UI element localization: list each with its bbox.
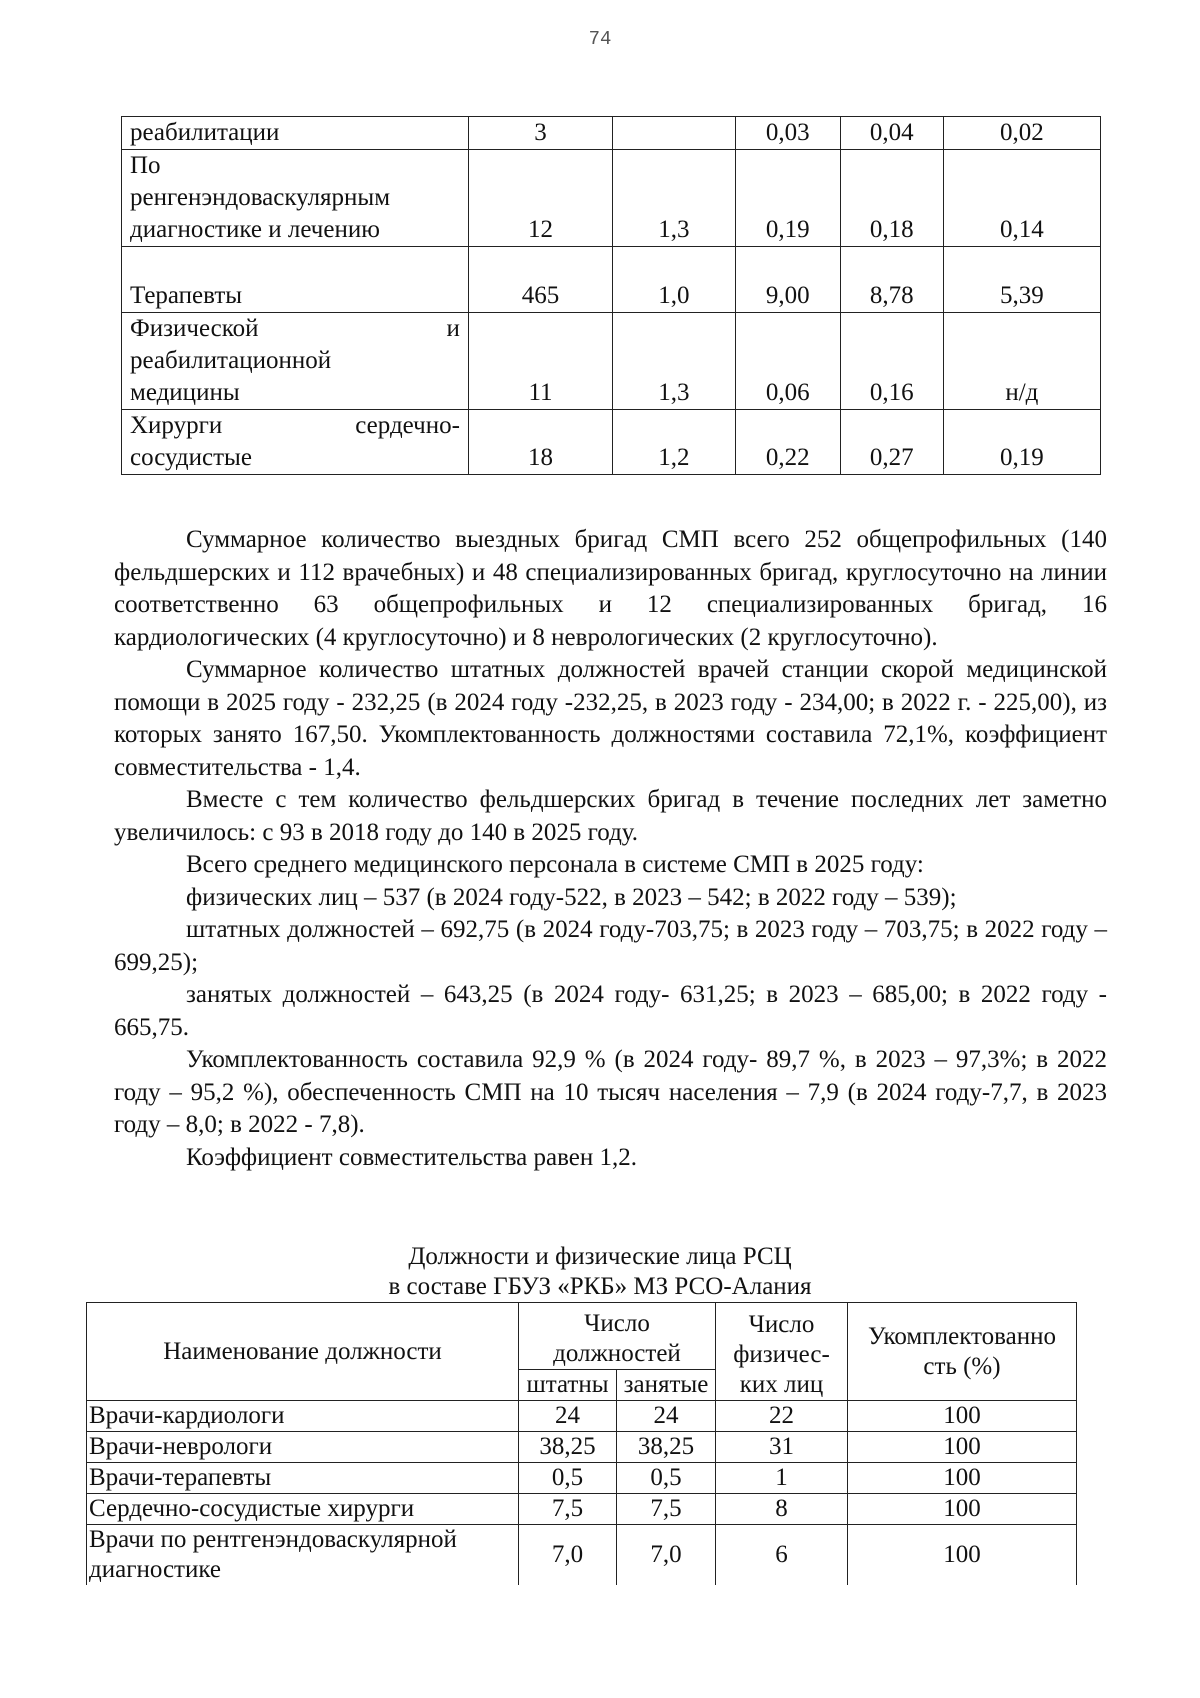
cell-value: 0,16 [840,313,943,410]
table-row [122,150,1101,247]
cell-value: 38,25 [617,1432,716,1463]
table-row [87,1432,1077,1463]
row-name: Врачи-терапевты [87,1463,519,1494]
row-name: Терапевты [122,247,469,313]
cell-value: 100 [848,1494,1077,1525]
cell-value: 9,00 [735,247,840,313]
cell-value: 1,0 [613,247,736,313]
cell-value: 0,5 [617,1463,716,1494]
table-row [122,117,1101,150]
caption-line: в составе ГБУЗ «РКБ» МЗ РСО-Алания [388,1273,812,1300]
paragraph: Коэффициент совместительства равен 1,2. [186,1143,637,1171]
cell-value: 22 [716,1401,848,1432]
cell-value: 0,22 [735,410,840,475]
caption-line: Должности и физические лица РСЦ [408,1243,792,1270]
cell-value: 0,06 [735,313,840,410]
header-name: Наименование должности [87,1303,519,1401]
table-row [122,410,1101,475]
page-number: 74 [588,28,612,50]
row-name: Физической и реабилитационной медицины [122,313,469,410]
cell-value: 24 [519,1401,617,1432]
cell-value: 0,19 [735,150,840,247]
cell-value: 0,27 [840,410,943,475]
staffing-rates-table [121,116,1101,475]
table-row [122,313,1101,410]
cell-value: 7,0 [519,1525,617,1586]
header-positions: Число должностей [519,1303,716,1370]
row-name: Врачи по рентгенэндоваскулярной диагностике [87,1525,519,1586]
cell-value: 31 [716,1432,848,1463]
cell-value: 7,5 [519,1494,617,1525]
cell-value: 5,39 [943,247,1100,313]
cell-value: 1 [716,1463,848,1494]
cell-value: 1,3 [613,313,736,410]
cell-value: 100 [848,1525,1077,1586]
cell-value: 465 [468,247,612,313]
cell-value: 1,3 [613,150,736,247]
cell-value [613,117,736,150]
table-row [87,1463,1077,1494]
rsc-positions-table [86,1302,1077,1585]
table-row [122,247,1101,313]
cell-value: 6 [716,1525,848,1586]
cell-value: 0,19 [943,410,1100,475]
header-occupied: занятые [617,1370,716,1401]
row-name: Сердечно-сосудистые хирурги [87,1494,519,1525]
cell-value: 1,2 [613,410,736,475]
cell-value: 0,03 [735,117,840,150]
row-name: Хирурги сердечно- сосудистые [122,410,469,475]
cell-value: 7,5 [617,1494,716,1525]
cell-value: н/д [943,313,1100,410]
paragraph: Суммарное количество выездных бригад СМП всего 252 общепрофильных (140 фельдшерских и 112 врачебных) и 48 специализированных бригад, круглосуточно на линии соответственно 63 общепрофильных и 12 специализированных бригад, 16 кардиологических (4 круглосуточно) и 8 неврологических (2 круглосуточно). [114,526,1107,651]
paragraph: физических лиц – 537 (в 2024 году-522, в 2023 – 542; в 2022 году – 539); [186,883,957,911]
paragraph: Всего среднего медицинского персонала в системе СМП в 2025 году: [186,851,924,878]
header-staffing: Укомплектованно сть (%) [848,1303,1077,1401]
paragraph: Вместе с тем количество фельдшерских бригад в течение последних лет заметно увеличилось: с 93 в 2018 году до 140 в 2025 году. [114,786,1107,846]
header-staff: штатны [519,1370,617,1401]
cell-value: 8 [716,1494,848,1525]
row-name: реабилитации [122,117,469,150]
cell-value: 0,04 [840,117,943,150]
body-text [114,524,1107,1174]
row-name: Врачи-кардиологи [87,1401,519,1432]
cell-value: 100 [848,1432,1077,1463]
cell-value: 18 [468,410,612,475]
cell-value: 24 [617,1401,716,1432]
cell-value: 0,5 [519,1463,617,1494]
row-name: По ренгенэндоваскулярным диагностике и лечению [122,150,469,247]
cell-value: 7,0 [617,1525,716,1586]
cell-value: 100 [848,1463,1077,1494]
cell-value: 8,78 [840,247,943,313]
cell-value: 0,02 [943,117,1100,150]
cell-value: 38,25 [519,1432,617,1463]
cell-value: 0,18 [840,150,943,247]
table-row [87,1494,1077,1525]
cell-value: 0,14 [943,150,1100,247]
paragraph: Суммарное количество штатных должностей врачей станции скорой медицинской помощи в 2025 году - 232,25 (в 2024 году -232,25, в 2023 году - 234,00; в 2022 г. - 225,00), из которых занято 167,50. Укомплектованность должностями составила 72,1%, коэффициент совместительства - 1,4. [114,656,1107,781]
cell-value: 11 [468,313,612,410]
table-row [87,1401,1077,1432]
paragraph: Укомплектованность составила 92,9 % (в 2024 году- 89,7 %, в 2023 – 97,3%; в 2022 году – 95,2 %), обеспеченность СМП на 10 тысяч населения – 7,9 (в 2024 году-7,7, в 2023 году – 8,0; в 2022 - 7,8). [114,1046,1107,1138]
cell-value: 100 [848,1401,1077,1432]
paragraph: занятых должностей – 643,25 (в 2024 году- 631,25; в 2023 – 685,00; в 2022 году - 665,75. [114,981,1107,1041]
cell-value: 12 [468,150,612,247]
paragraph: штатных должностей – 692,75 (в 2024 году-703,75; в 2023 году – 703,75; в 2022 году – 699,25); [114,916,1107,976]
cell-value: 3 [468,117,612,150]
header-row [87,1303,1077,1370]
table-row [87,1525,1077,1586]
table-caption [0,1242,1200,1302]
row-name: Врачи-неврологи [87,1432,519,1463]
header-persons: Число физичес- ких лиц [716,1303,848,1401]
